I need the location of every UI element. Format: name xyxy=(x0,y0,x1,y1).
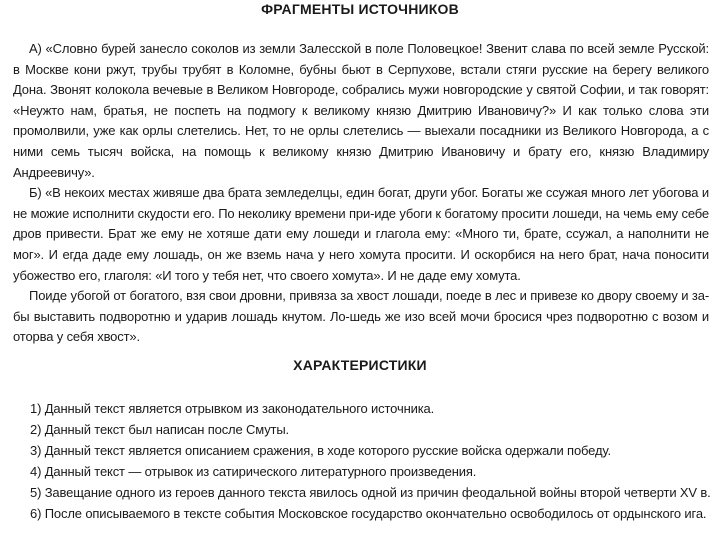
characteristic-item: 3) Данный текст является описанием сражения, в ходе которого русские войска одержали победу. xyxy=(30,443,611,458)
sources-heading: ФРАГМЕНТЫ ИСТОЧНИКОВ xyxy=(261,1,459,17)
sources-body xyxy=(13,39,709,348)
characteristic-item: 4) Данный текст — отрывок из сатирического литературного произведения. xyxy=(30,464,477,479)
characteristic-item: 6) После описываемого в тексте события Московское государство окончательно освободилось от ордынского ига. xyxy=(30,506,707,521)
characteristics-heading: ХАРАКТЕРИСТИКИ xyxy=(293,357,427,373)
source-paragraph-b-continued: Поиде убогой от богатого, взя свои дровни, привяза за хвост лошади, поеде в лес и привезе ко двору своему и за-бы выставить подворотню и ударив лошадь кнутом. Ло-шедь же изо всей мочи бросися чрез подворотню с возом и оторва у себя хвост». xyxy=(13,288,709,345)
characteristic-item: 1) Данный текст является отрывком из законодательного источника. xyxy=(30,401,435,416)
source-paragraph-a: А) «Словно бурей занесло соколов из земли Залесской в поле Половецкое! Звенит слава по всей земле Русской: в Москве кони ржут, трубы трубят в Коломне, бубны бьют в Серпухове, встали стяги русские на берегу великого Дона. Звонят колокола вечевые в Великом Новгороде, собрались мужи новгородские у святой Софии, и так говорят: «Неужто нам, братья, не поспеть на подмогу к великому князю Дмитрию Ивановичу?» И как только слова эти промолвили, уже как орлы слетелись. Нет, то не орлы слетелись — выехали посадники из Великого Новгорода, а с ними семь тысяч войска, на помощь к великому князю Дмитрию Ивановичу и брату его, князю Владимиру Андреевичу». xyxy=(13,41,709,180)
characteristic-item: 5) Завещание одного из героев данного текста явилось одной из причин феодальной войны второй четверти XV в. xyxy=(30,485,711,500)
source-paragraph-b: Б) «В некоих местах живяше два брата земледелцы, един богат, други убог. Богаты же ссужая много лет убогова и не можие исполнити скудости его. По неколику времени при-иде убоги к богатому просити лошеди, на чемь ему себе дров привести. Брат же ему не хотяше дати ему лошеди и глагола ему: «Много ти, брате, ссужал, а наполнити не мог». И егда даде ему лошадь, он же вземь нача у него хомута просити. И оскорбися на него брат, нача поносити убожество его, глаголя: «И того у тебя нет, что своего хомута». И не даде ему хомута. xyxy=(13,185,709,283)
characteristics-list xyxy=(30,398,710,524)
characteristic-item: 2) Данный текст был написан после Смуты. xyxy=(30,422,290,437)
